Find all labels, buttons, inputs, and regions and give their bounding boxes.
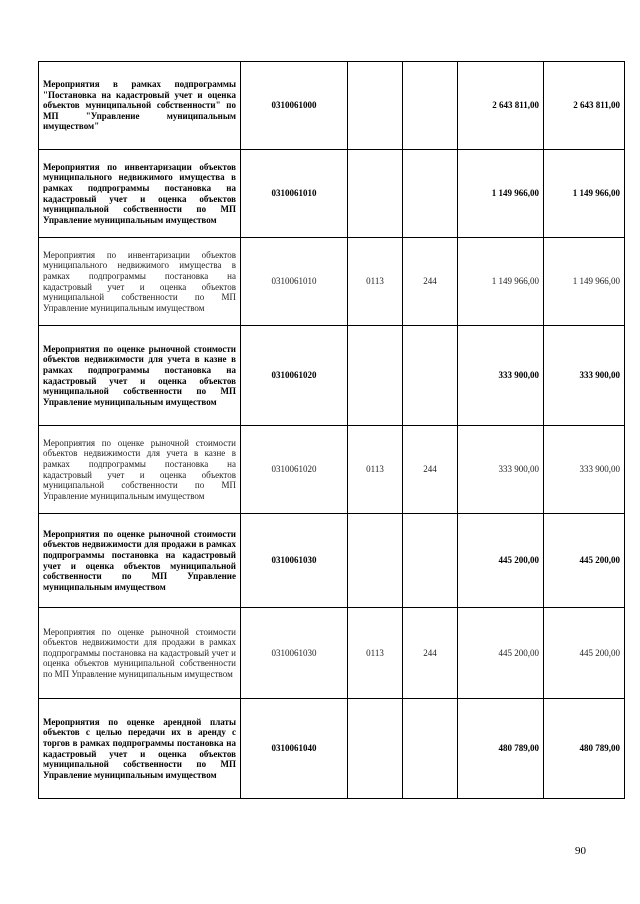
row-sum1-cell: 333 900,00 — [458, 426, 544, 514]
row-csr-cell: 0310061020 — [241, 426, 348, 514]
row-sum2-cell: 1 149 966,00 — [544, 238, 625, 326]
row-sum1-cell: 480 789,00 — [458, 699, 544, 799]
row-sum2-cell: 1 149 966,00 — [544, 150, 625, 238]
row-name-cell: Мероприятия по оценке арендной платы объектов с целью передачи их в аренду с торгов в рамках подпрограммы постановка на кадастровый учет и оценка объектов муниципальной собственности по МП Управление муниципальным имуществом — [39, 699, 241, 799]
table-row — [39, 699, 625, 799]
row-vr-cell: 244 — [403, 426, 458, 514]
row-sum1-cell: 445 200,00 — [458, 608, 544, 699]
table-row — [39, 426, 625, 514]
row-csr-cell: 0310061020 — [241, 326, 348, 426]
row-vr-cell — [403, 699, 458, 799]
budget-table — [38, 61, 625, 799]
table-row — [39, 238, 625, 326]
table-row — [39, 150, 625, 238]
row-vr-cell — [403, 326, 458, 426]
row-section-cell — [348, 699, 403, 799]
row-section-cell: 0113 — [348, 426, 403, 514]
row-name-cell: Мероприятия по оценке рыночной стоимости объектов недвижимости для продажи в рамках подпрограммы постановка на кадастровый учет и оценка объектов муниципальной собственности по МП Управление муниципальным имуществом — [39, 608, 241, 699]
row-csr-cell: 0310061000 — [241, 62, 348, 150]
row-sum2-cell: 445 200,00 — [544, 608, 625, 699]
row-section-cell — [348, 150, 403, 238]
row-vr-cell: 244 — [403, 238, 458, 326]
row-sum1-cell: 1 149 966,00 — [458, 238, 544, 326]
row-sum2-cell: 333 900,00 — [544, 426, 625, 514]
row-section-cell: 0113 — [348, 608, 403, 699]
row-section-cell — [348, 326, 403, 426]
row-sum2-cell: 480 789,00 — [544, 699, 625, 799]
row-sum2-cell: 333 900,00 — [544, 326, 625, 426]
row-sum2-cell: 445 200,00 — [544, 514, 625, 608]
row-vr-cell — [403, 62, 458, 150]
row-section-cell — [348, 514, 403, 608]
table-row — [39, 62, 625, 150]
row-sum1-cell: 333 900,00 — [458, 326, 544, 426]
row-name-cell: Мероприятия по оценке рыночной стоимости объектов недвижимости для учета в казне в рамках подпрограммы постановка на кадастровый учет и оценка объектов муниципальной собственности по МП Управление муниципальным имуществом — [39, 426, 241, 514]
budget-table-body — [39, 62, 625, 799]
row-name-cell: Мероприятия по инвентаризации объектов муниципального недвижимого имущества в рамках подпрограммы постановка на кадастровый учет и оценка объектов муниципальной собственности по МП Управление муниципальным имуществом — [39, 150, 241, 238]
row-csr-cell: 0310061030 — [241, 514, 348, 608]
row-section-cell: 0113 — [348, 238, 403, 326]
table-row — [39, 514, 625, 608]
table-row — [39, 326, 625, 426]
row-csr-cell: 0310061030 — [241, 608, 348, 699]
row-name-cell: Мероприятия по оценке рыночной стоимости объектов недвижимости для продажи в рамках подпрограммы постановка на кадастровый учет и оценка объектов муниципальной собственности по МП Управление муниципальным имуществом — [39, 514, 241, 608]
table-row — [39, 608, 625, 699]
row-vr-cell: 244 — [403, 608, 458, 699]
row-section-cell — [348, 62, 403, 150]
row-sum1-cell: 2 643 811,00 — [458, 62, 544, 150]
row-vr-cell — [403, 150, 458, 238]
row-name-cell: Мероприятия по инвентаризации объектов муниципального недвижимого имущества в рамках подпрограммы постановка на кадастровый учет и оценка объектов муниципальной собственности по МП Управление муниципальным имуществом — [39, 238, 241, 326]
row-csr-cell: 0310061040 — [241, 699, 348, 799]
row-sum2-cell: 2 643 811,00 — [544, 62, 625, 150]
page-number: 90 — [575, 845, 586, 857]
row-name-cell: Мероприятия в рамках подпрограммы "Постановка на кадастровый учет и оценка объектов муниципальной собственности" по МП "Управление муниципальным имуществом" — [39, 62, 241, 150]
row-name-cell: Мероприятия по оценке рыночной стоимости объектов недвижимости для учета в казне в рамках подпрограммы постановка на кадастровый учет и оценка объектов муниципальной собственности по МП Управление муниципальным имуществом — [39, 326, 241, 426]
row-csr-cell: 0310061010 — [241, 150, 348, 238]
row-vr-cell — [403, 514, 458, 608]
row-sum1-cell: 445 200,00 — [458, 514, 544, 608]
row-csr-cell: 0310061010 — [241, 238, 348, 326]
row-sum1-cell: 1 149 966,00 — [458, 150, 544, 238]
